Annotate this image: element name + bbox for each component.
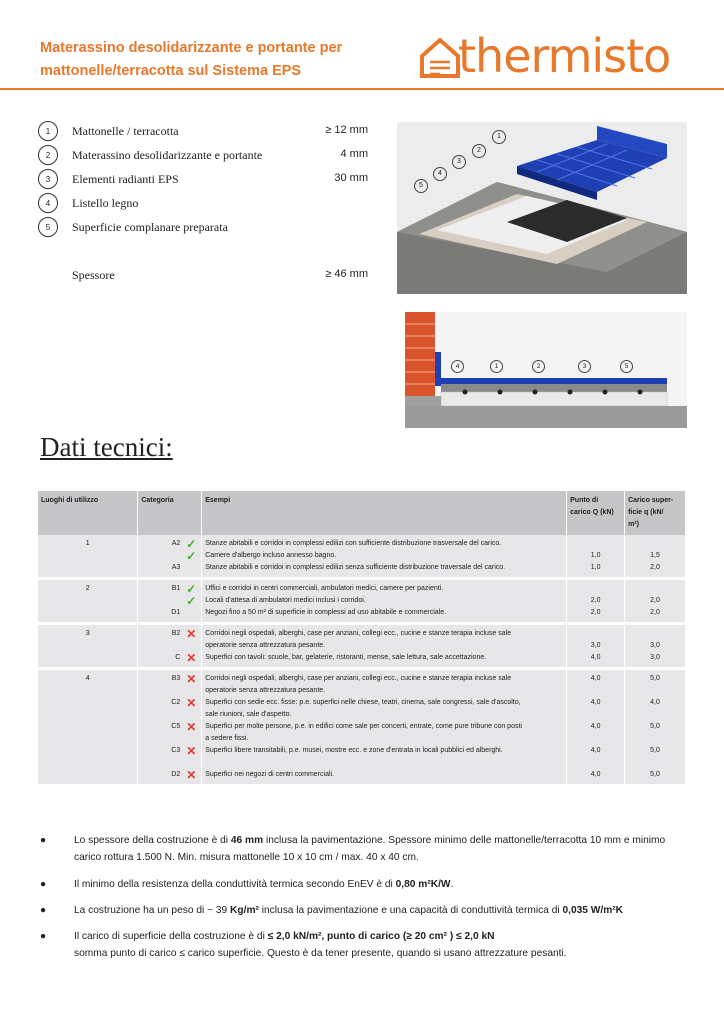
point-load-value: 2,0 [590,609,601,616]
check-icon: ✓ [186,537,197,551]
header-punto-line: Punto di [570,497,599,504]
category-line [141,628,198,640]
layer-name: Materassino desolidarizzante e portante [72,148,263,162]
table-row [38,670,686,784]
category-code: B1 [171,585,181,592]
surface-load-value [628,757,682,769]
layer-row [38,193,368,215]
bullet-text [74,928,694,962]
cross-icon: ✕ [186,672,197,686]
cell-categoria [138,625,202,667]
example-text [205,757,563,769]
text-bold: Kg/m² [230,905,259,916]
cell-punto-carico [567,535,625,577]
surface-load-value: 5,0 [650,675,660,682]
surface-load-value: 1,5 [650,552,660,559]
surface-load-value: 4,0 [650,699,660,706]
layer-number: 3 [38,169,58,189]
table-row [38,580,686,622]
figure-label: 4 [433,167,447,181]
surface-load-value [628,685,682,697]
text: Lo spessore della costruzione è di [74,835,231,846]
section-title: Dati tecnici: [40,432,173,462]
document-title [40,37,380,83]
layer-thickness: 4 mm [340,148,368,160]
example-text: Uffici e corridoi in centri commerciali, ambulatori medici, camere per pazienti. [205,585,444,592]
layer-number: 1 [38,121,58,141]
cross-icon: ✕ [186,627,197,641]
surface-load-value: 3,0 [650,642,660,649]
text-bold: 0,035 W/m²K [562,905,624,916]
section-label: 4 [451,360,464,373]
header-carico-line: ficie q (kN/ [628,509,664,516]
thermisto-logo [418,29,688,83]
example-text: a sedere fissi. [205,735,249,742]
cross-icon: ✕ [186,768,197,782]
header-punto-line: carico Q (kN) [570,509,614,516]
cell-esempi [202,535,567,577]
point-load-value: 1,0 [590,564,601,571]
layer-row [38,121,368,143]
category-line [141,745,198,757]
surface-load-value: 3,0 [650,654,660,661]
cell-carico-superficie [625,535,686,577]
cell-carico-superficie [625,625,686,667]
surface-load-value [628,538,682,550]
point-load-value: 4,0 [590,654,601,661]
example-text: Stanze abitabili e corridoi in complessi edilizi con sufficiente distribuzione trasversale del carico. [205,540,502,547]
figure-label: 1 [492,130,506,144]
section-label: 1 [490,360,503,373]
layer-3d-illustration [397,122,687,294]
figure-label: 2 [472,144,486,158]
logo-wordmark: thermisto [458,29,671,83]
thickness-value: ≥ 46 mm [325,268,368,280]
category-code: D2 [171,771,181,778]
bullet-item [40,902,690,919]
category-line [141,721,198,733]
point-load-value [570,583,621,595]
example-text: Corridoi negli ospedali, alberghi, case per anziani, collegi ecc., cucine e stanze terapia incluse sale [205,675,512,682]
bullet-dot: ● [40,835,47,846]
point-load-value: 3,0 [590,642,601,649]
point-load-value [570,709,621,721]
cell-luogo [38,580,138,622]
header-categoria: Categoria [138,491,202,535]
cross-section-illustration [405,312,687,428]
point-load-value [570,628,621,640]
table-header-row [38,491,686,535]
figure-label: 5 [414,179,428,193]
category-code: D1 [171,609,181,616]
point-load-value [570,757,621,769]
text: Il minimo della resistenza della conduttività termica secondo EnEV è di [74,879,396,890]
category-line [141,769,198,781]
text-bold: 46 mm [230,835,264,846]
point-load-value: 4,0 [590,723,601,730]
layer-number: 2 [38,145,58,165]
total-thickness-row [38,265,368,287]
category-line [141,550,198,562]
cell-carico-superficie [625,670,686,784]
bullet-dot: ● [40,905,47,916]
layer-row [38,145,368,167]
point-load-value [570,685,621,697]
cross-icon: ✕ [186,651,197,665]
cell-esempi [202,580,567,622]
bullet-item [40,832,690,866]
text: Il carico di superficie della costruzione è di [74,931,268,942]
cell-punto-carico [567,670,625,784]
cell-luogo [38,535,138,577]
cell-carico-superficie [625,580,686,622]
surface-load-value [628,583,682,595]
text: . [450,879,454,890]
table-row [38,625,686,667]
layer-thickness: 30 mm [334,172,368,184]
example-text: operatorie senza attrezzatura pesante. [205,642,326,649]
floor-build-up-image [397,122,687,294]
category-line [141,673,198,685]
category-line [141,697,198,709]
surface-load-value [628,709,682,721]
layer-name: Elementi radianti EPS [72,172,179,186]
figure-label: 3 [452,155,466,169]
cross-icon: ✕ [186,744,197,758]
cell-esempi [202,670,567,784]
surface-load-value: 5,0 [650,747,660,754]
category-line [141,595,198,607]
header-rule [0,88,724,90]
text: La costruzione ha un peso di ~ 39 [74,905,231,916]
technical-data-table [38,491,686,784]
check-icon: ✓ [186,549,197,563]
example-text: Superfici con tavoli: scuole, bar, gelaterie, ristoranti, mense, sale lettura, sale accettazione. [205,654,487,661]
header-esempi: Esempi [202,491,567,535]
header-carico-superficie [625,491,686,535]
category-code: C [175,654,181,661]
bullet-item [40,928,690,962]
luogo-number: 3 [85,630,90,637]
cell-luogo [38,670,138,784]
text-bold: ≤ 2,0 kN/m², punto di carico (≥ 20 cm² ) ≤ 2,0 kN [267,931,495,942]
header-punto-carico [567,491,625,535]
example-text: Stanze abitabili e corridoi in complessi edilizi senza sufficiente distribuzione traversale del carico. [205,564,506,571]
cell-categoria [138,535,202,577]
layer-number: 4 [38,193,58,213]
example-text: sale riunioni, sale d'aspetto. [205,711,292,718]
category-line [141,607,198,619]
header-luoghi: Luoghi di utilizzo [38,491,138,535]
layer-name: Mattonelle / terracotta [72,124,179,138]
layer-name: Superficie complanare preparata [72,220,228,234]
cell-punto-carico [567,580,625,622]
surface-load-value: 5,0 [650,771,660,778]
category-code: B2 [171,630,181,637]
category-code: C3 [171,747,181,754]
example-text: operatorie senza attrezzatura pesante. [205,687,326,694]
check-icon: ✓ [186,582,197,596]
example-text: Negozi fino a 50 m² di superficie in complessi ad uso abitabile e commerciale. [205,609,447,616]
surface-load-value: 2,0 [650,564,660,571]
title-line-1: Materassino desolidarizzante e portante per [40,40,343,56]
point-load-value: 4,0 [590,675,601,682]
category-code: C5 [171,723,181,730]
point-load-value [570,538,621,550]
point-load-value: 2,0 [590,597,601,604]
point-load-value: 4,0 [590,747,601,754]
bullet-dot: ● [40,931,47,942]
bullet-item [40,876,690,893]
example-text: Locali d'attesa di ambulatori medici inclusi i corridoi. [205,597,366,604]
layer-number: 5 [38,217,58,237]
cell-categoria [138,580,202,622]
header-carico-line: m²) [628,521,639,528]
point-load-value: 4,0 [590,699,601,706]
luogo-number: 1 [85,540,90,547]
surface-load-value: 5,0 [650,723,660,730]
example-text: Superfici per molte persone, p.e. in edifici come sale per concerti, entrate, come pure tribune con posti [205,723,522,730]
layer-thickness: ≥ 12 mm [325,124,368,136]
cell-luogo [38,625,138,667]
point-load-value: 4,0 [590,771,601,778]
example-text: Camere d'albergo incluso annesso bagno. [205,552,337,559]
bullet-text [74,832,694,866]
luogo-number: 4 [85,675,90,682]
layer-row [38,217,368,239]
bullet-text [74,902,694,919]
category-line [141,562,198,574]
text: inclusa la pavimentazione e una capacità di conduttività termica di [258,905,563,916]
category-code: C2 [171,699,181,706]
cell-punto-carico [567,625,625,667]
point-load-value: 1,0 [590,552,601,559]
check-icon: ✓ [186,594,197,608]
section-label: 2 [532,360,545,373]
cross-icon: ✕ [186,720,197,734]
text-bold: 0,80 m²K/W [395,879,451,890]
category-code: B3 [171,675,181,682]
example-text: Superfici libere transitabili, p.e. musei, mostre ecc. e zone d'entrata in locali pubblici ed alberghi. [205,747,503,754]
surface-load-value: 2,0 [650,609,660,616]
section-label: 3 [578,360,591,373]
cell-esempi [202,625,567,667]
text: inclusa la pavimentazione. Spessore minimo delle mattonelle/terracotta 10 mm e minimo carico rottura 1.500 N. Min. misura mattonelle 10 x 10 cm / max. 40 x 40 cm. [74,835,666,863]
luogo-number: 2 [85,585,90,592]
example-text: Corridoi negli ospedali, alberghi, case per anziani, collegi ecc., cucine e stanze terapia incluse sale [205,630,512,637]
category-code: A3 [171,564,181,571]
surface-load-value [628,628,682,640]
surface-load-value [628,733,682,745]
cross-icon: ✕ [186,696,197,710]
point-load-value [570,733,621,745]
example-text: Superfici nei negozi di centri commerciali. [205,771,335,778]
bullet-dot: ● [40,879,47,890]
bullet-text [74,876,694,893]
section-drawing-image [405,312,687,428]
category-line [141,652,198,664]
category-code: A2 [171,540,181,547]
section-label: 5 [620,360,633,373]
example-text: Superfici con sedie ecc. fisse: p.e. superfici nelle chiese, teatri, cinema, sale congressi, sale d'ascolto, [205,699,521,706]
title-line-2: mattonelle/terracotta sul Sistema EPS [40,63,302,79]
layer-name: Listello legno [72,196,139,210]
header-carico-line: Carico super- [628,497,674,504]
surface-load-value: 2,0 [650,597,660,604]
cell-categoria [138,670,202,784]
layer-row [38,169,368,191]
thickness-label: Spessore [72,268,115,282]
table-row [38,535,686,577]
text: somma punto di carico ≤ carico superficie. Questo è da tener presente, quando si usano attrezzature pesanti. [74,948,567,959]
